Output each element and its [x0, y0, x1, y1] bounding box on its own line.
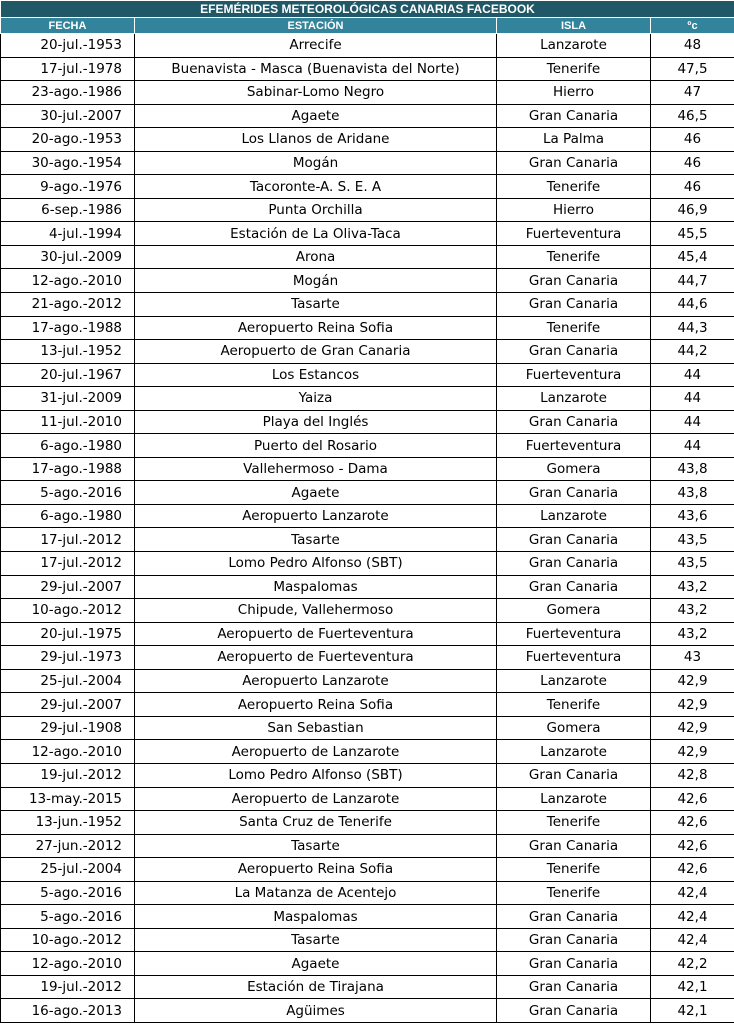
cell-fecha: 5-ago.-2016	[1, 481, 135, 505]
cell-temperatura: 46,5	[651, 104, 734, 128]
table-row	[1, 528, 734, 552]
cell-fecha: 29-jul.-1908	[1, 716, 135, 740]
table-row	[1, 151, 734, 175]
table-row	[1, 952, 734, 976]
cell-isla: Lanzarote	[497, 504, 651, 528]
cell-temperatura: 44,7	[651, 269, 734, 293]
cell-isla: Fuerteventura	[497, 363, 651, 387]
table-row	[1, 457, 734, 481]
cell-temperatura: 47,5	[651, 57, 734, 81]
cell-temperatura: 43,6	[651, 504, 734, 528]
cell-temperatura: 45,4	[651, 245, 734, 269]
table-row	[1, 293, 734, 317]
table-row	[1, 34, 734, 58]
table-row	[1, 622, 734, 646]
table-row	[1, 693, 734, 717]
cell-temperatura: 42,6	[651, 834, 734, 858]
cell-estacion: Tacoronte-A. S. E. A	[135, 175, 497, 199]
cell-temperatura: 42,8	[651, 763, 734, 787]
cell-estacion: Tasarte	[135, 528, 497, 552]
cell-temperatura: 42,9	[651, 740, 734, 764]
cell-estacion: Arrecife	[135, 34, 497, 58]
cell-estacion: Vallehermoso - Dama	[135, 457, 497, 481]
cell-estacion: Tasarte	[135, 928, 497, 952]
cell-fecha: 13-jul.-1952	[1, 340, 135, 364]
table-row	[1, 57, 734, 81]
cell-estacion: Mogán	[135, 151, 497, 175]
table-row	[1, 316, 734, 340]
cell-isla: Gran Canaria	[497, 293, 651, 317]
cell-isla: Gomera	[497, 599, 651, 623]
cell-fecha: 4-jul.-1994	[1, 222, 135, 246]
table-row	[1, 245, 734, 269]
cell-isla: Gran Canaria	[497, 905, 651, 929]
cell-temperatura: 44	[651, 434, 734, 458]
cell-fecha: 30-ago.-1954	[1, 151, 135, 175]
cell-fecha: 27-jun.-2012	[1, 834, 135, 858]
cell-isla: Hierro	[497, 81, 651, 105]
cell-estacion: La Matanza de Acentejo	[135, 881, 497, 905]
table-row	[1, 669, 734, 693]
cell-fecha: 5-ago.-2016	[1, 881, 135, 905]
cell-fecha: 17-ago.-1988	[1, 316, 135, 340]
cell-estacion: Los Llanos de Aridane	[135, 128, 497, 152]
cell-estacion: Yaiza	[135, 387, 497, 411]
cell-isla: Fuerteventura	[497, 646, 651, 670]
cell-estacion: Santa Cruz de Tenerife	[135, 811, 497, 835]
cell-isla: Gran Canaria	[497, 834, 651, 858]
cell-fecha: 20-jul.-1975	[1, 622, 135, 646]
column-header-isla: ISLA	[497, 18, 651, 34]
cell-estacion: Agaete	[135, 952, 497, 976]
cell-isla: Gomera	[497, 716, 651, 740]
cell-fecha: 31-jul.-2009	[1, 387, 135, 411]
cell-isla: Lanzarote	[497, 34, 651, 58]
cell-estacion: Mogán	[135, 269, 497, 293]
cell-temperatura: 46	[651, 175, 734, 199]
cell-temperatura: 42,6	[651, 811, 734, 835]
cell-isla: Tenerife	[497, 245, 651, 269]
title-row	[1, 1, 734, 18]
table-row	[1, 834, 734, 858]
cell-estacion: Aeropuerto de Gran Canaria	[135, 340, 497, 364]
cell-fecha: 17-ago.-1988	[1, 457, 135, 481]
cell-temperatura: 46	[651, 151, 734, 175]
cell-estacion: Aeropuerto Lanzarote	[135, 669, 497, 693]
cell-isla: Fuerteventura	[497, 434, 651, 458]
table-row	[1, 999, 734, 1023]
cell-estacion: Playa del Inglés	[135, 410, 497, 434]
cell-estacion: Agaete	[135, 104, 497, 128]
cell-estacion: Tasarte	[135, 834, 497, 858]
cell-temperatura: 47	[651, 81, 734, 105]
cell-isla: Hierro	[497, 198, 651, 222]
cell-temperatura: 43,2	[651, 622, 734, 646]
table-row	[1, 104, 734, 128]
table-row	[1, 905, 734, 929]
cell-isla: Lanzarote	[497, 787, 651, 811]
cell-estacion: Los Estancos	[135, 363, 497, 387]
table-row	[1, 222, 734, 246]
cell-isla: La Palma	[497, 128, 651, 152]
cell-temperatura: 43	[651, 646, 734, 670]
column-header-temperatura: ºc	[651, 18, 734, 34]
cell-isla: Lanzarote	[497, 669, 651, 693]
table-body	[1, 34, 734, 1023]
column-header-fecha: FECHA	[1, 18, 135, 34]
cell-temperatura: 46,9	[651, 198, 734, 222]
cell-estacion: Sabinar-Lomo Negro	[135, 81, 497, 105]
cell-fecha: 25-jul.-2004	[1, 669, 135, 693]
cell-isla: Gran Canaria	[497, 952, 651, 976]
table-row	[1, 787, 734, 811]
table-row	[1, 198, 734, 222]
cell-fecha: 10-ago.-2012	[1, 599, 135, 623]
cell-estacion: San Sebastian	[135, 716, 497, 740]
cell-isla: Lanzarote	[497, 387, 651, 411]
cell-isla: Gran Canaria	[497, 999, 651, 1023]
cell-fecha: 17-jul.-1978	[1, 57, 135, 81]
table-row	[1, 811, 734, 835]
cell-isla: Tenerife	[497, 316, 651, 340]
table-row	[1, 858, 734, 882]
cell-fecha: 13-may.-2015	[1, 787, 135, 811]
table-row	[1, 716, 734, 740]
cell-temperatura: 44,2	[651, 340, 734, 364]
cell-isla: Fuerteventura	[497, 222, 651, 246]
cell-fecha: 30-jul.-2007	[1, 104, 135, 128]
cell-fecha: 17-jul.-2012	[1, 552, 135, 576]
cell-fecha: 25-jul.-2004	[1, 858, 135, 882]
cell-fecha: 30-jul.-2009	[1, 245, 135, 269]
cell-estacion: Lomo Pedro Alfonso (SBT)	[135, 763, 497, 787]
cell-estacion: Agaete	[135, 481, 497, 505]
cell-temperatura: 42,9	[651, 716, 734, 740]
table-title: EFEMÉRIDES METEOROLÓGICAS CANARIAS FACEBOOK	[1, 1, 734, 18]
cell-isla: Gran Canaria	[497, 410, 651, 434]
table-row	[1, 552, 734, 576]
cell-isla: Tenerife	[497, 57, 651, 81]
cell-fecha: 20-ago.-1953	[1, 128, 135, 152]
cell-fecha: 23-ago.-1986	[1, 81, 135, 105]
cell-temperatura: 42,6	[651, 787, 734, 811]
table-row	[1, 269, 734, 293]
cell-temperatura: 45,5	[651, 222, 734, 246]
cell-estacion: Estación de La Oliva-Taca	[135, 222, 497, 246]
cell-fecha: 20-jul.-1953	[1, 34, 135, 58]
table-row	[1, 504, 734, 528]
column-header-estacion: ESTACIÓN	[135, 18, 497, 34]
cell-temperatura: 43,8	[651, 481, 734, 505]
cell-temperatura: 43,2	[651, 599, 734, 623]
cell-fecha: 19-jul.-2012	[1, 763, 135, 787]
table-row	[1, 975, 734, 999]
cell-isla: Tenerife	[497, 811, 651, 835]
table-row	[1, 434, 734, 458]
table-row	[1, 646, 734, 670]
cell-estacion: Puerto del Rosario	[135, 434, 497, 458]
cell-fecha: 21-ago.-2012	[1, 293, 135, 317]
cell-temperatura: 42,6	[651, 858, 734, 882]
cell-estacion: Chipude, Vallehermoso	[135, 599, 497, 623]
cell-fecha: 6-ago.-1980	[1, 504, 135, 528]
table-row	[1, 175, 734, 199]
table-row	[1, 387, 734, 411]
cell-fecha: 16-ago.-2013	[1, 999, 135, 1023]
table-row	[1, 599, 734, 623]
cell-estacion: Tasarte	[135, 293, 497, 317]
table-row	[1, 128, 734, 152]
cell-isla: Tenerife	[497, 175, 651, 199]
cell-fecha: 11-jul.-2010	[1, 410, 135, 434]
cell-estacion: Lomo Pedro Alfonso (SBT)	[135, 552, 497, 576]
cell-temperatura: 42,4	[651, 905, 734, 929]
cell-fecha: 10-ago.-2012	[1, 928, 135, 952]
cell-temperatura: 44	[651, 363, 734, 387]
table-row	[1, 410, 734, 434]
cell-temperatura: 42,9	[651, 669, 734, 693]
cell-temperatura: 43,8	[651, 457, 734, 481]
cell-fecha: 29-jul.-2007	[1, 693, 135, 717]
cell-estacion: Aeropuerto de Fuerteventura	[135, 622, 497, 646]
cell-estacion: Aeropuerto Lanzarote	[135, 504, 497, 528]
cell-estacion: Maspalomas	[135, 575, 497, 599]
table-row	[1, 575, 734, 599]
cell-estacion: Agüimes	[135, 999, 497, 1023]
cell-estacion: Aeropuerto de Fuerteventura	[135, 646, 497, 670]
cell-isla: Tenerife	[497, 858, 651, 882]
cell-temperatura: 46	[651, 128, 734, 152]
cell-isla: Gomera	[497, 457, 651, 481]
cell-isla: Gran Canaria	[497, 528, 651, 552]
cell-estacion: Aeropuerto de Lanzarote	[135, 740, 497, 764]
cell-temperatura: 42,9	[651, 693, 734, 717]
cell-fecha: 6-sep.-1986	[1, 198, 135, 222]
cell-isla: Gran Canaria	[497, 975, 651, 999]
cell-estacion: Punta Orchilla	[135, 198, 497, 222]
cell-temperatura: 42,4	[651, 928, 734, 952]
cell-fecha: 13-jun.-1952	[1, 811, 135, 835]
cell-isla: Gran Canaria	[497, 552, 651, 576]
cell-fecha: 29-jul.-2007	[1, 575, 135, 599]
cell-isla: Gran Canaria	[497, 575, 651, 599]
table-row	[1, 763, 734, 787]
cell-fecha: 29-jul.-1973	[1, 646, 135, 670]
cell-isla: Gran Canaria	[497, 340, 651, 364]
table-row	[1, 740, 734, 764]
cell-isla: Lanzarote	[497, 740, 651, 764]
cell-fecha: 12-ago.-2010	[1, 952, 135, 976]
cell-isla: Gran Canaria	[497, 104, 651, 128]
cell-isla: Gran Canaria	[497, 763, 651, 787]
cell-isla: Gran Canaria	[497, 151, 651, 175]
cell-temperatura: 44	[651, 410, 734, 434]
cell-estacion: Aeropuerto de Lanzarote	[135, 787, 497, 811]
cell-temperatura: 42,1	[651, 999, 734, 1023]
table-row	[1, 881, 734, 905]
cell-estacion: Buenavista - Masca (Buenavista del Norte)	[135, 57, 497, 81]
cell-temperatura: 43,5	[651, 552, 734, 576]
cell-isla: Gran Canaria	[497, 269, 651, 293]
cell-isla: Tenerife	[497, 693, 651, 717]
cell-temperatura: 44,3	[651, 316, 734, 340]
column-header-row	[1, 18, 734, 34]
table-row	[1, 340, 734, 364]
cell-fecha: 19-jul.-2012	[1, 975, 135, 999]
cell-temperatura: 42,1	[651, 975, 734, 999]
cell-fecha: 9-ago.-1976	[1, 175, 135, 199]
table-row	[1, 928, 734, 952]
table-row	[1, 81, 734, 105]
cell-estacion: Aeropuerto Reina Sofia	[135, 693, 497, 717]
cell-isla: Gran Canaria	[497, 928, 651, 952]
cell-temperatura: 42,4	[651, 881, 734, 905]
cell-fecha: 5-ago.-2016	[1, 905, 135, 929]
cell-isla: Gran Canaria	[497, 481, 651, 505]
table-row	[1, 363, 734, 387]
cell-fecha: 17-jul.-2012	[1, 528, 135, 552]
cell-temperatura: 44	[651, 387, 734, 411]
cell-estacion: Maspalomas	[135, 905, 497, 929]
cell-fecha: 12-ago.-2010	[1, 269, 135, 293]
cell-temperatura: 42,2	[651, 952, 734, 976]
cell-fecha: 6-ago.-1980	[1, 434, 135, 458]
cell-isla: Fuerteventura	[497, 622, 651, 646]
cell-estacion: Estación de Tirajana	[135, 975, 497, 999]
cell-fecha: 12-ago.-2010	[1, 740, 135, 764]
cell-temperatura: 48	[651, 34, 734, 58]
cell-estacion: Aeropuerto Reina Sofia	[135, 858, 497, 882]
cell-isla: Tenerife	[497, 881, 651, 905]
cell-estacion: Arona	[135, 245, 497, 269]
table-row	[1, 481, 734, 505]
cell-temperatura: 44,6	[651, 293, 734, 317]
cell-fecha: 20-jul.-1967	[1, 363, 135, 387]
cell-temperatura: 43,5	[651, 528, 734, 552]
cell-estacion: Aeropuerto Reina Sofia	[135, 316, 497, 340]
cell-temperatura: 43,2	[651, 575, 734, 599]
